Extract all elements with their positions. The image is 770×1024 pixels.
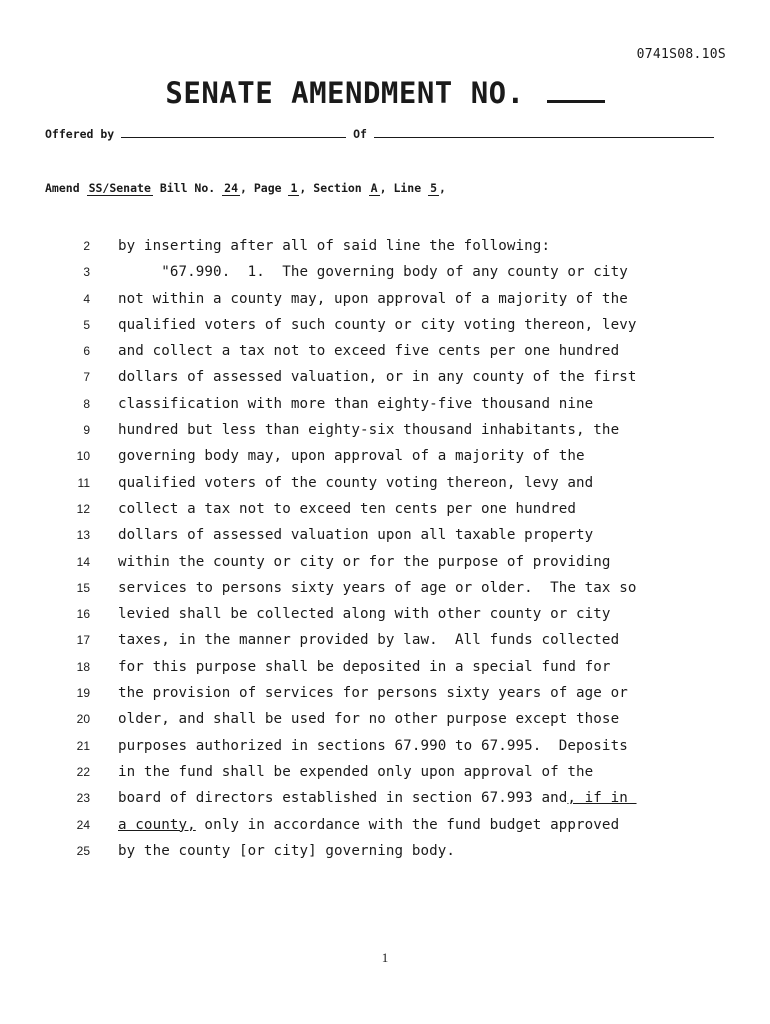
section-value: A	[370, 181, 378, 195]
offered-by-row	[45, 125, 714, 141]
body-line	[0, 838, 770, 864]
body-line	[0, 522, 770, 548]
line-text	[118, 601, 611, 627]
body-line	[0, 470, 770, 496]
line-text	[118, 785, 637, 811]
line-number: 16	[76, 607, 90, 622]
page-value: 1	[290, 181, 298, 195]
body-line	[0, 785, 770, 811]
line-text-main: qualified voters of the county voting thereon, levy and	[118, 474, 594, 491]
bill-no-label: Bill No.	[159, 181, 216, 195]
line-label: , Line	[379, 181, 422, 195]
line-text	[118, 812, 619, 838]
amendment-body	[0, 233, 770, 864]
body-line	[0, 627, 770, 653]
line-number: 23	[76, 791, 90, 806]
body-line	[0, 654, 770, 680]
line-text	[118, 522, 593, 548]
line-number: 17	[76, 633, 90, 648]
line-text-main: collect a tax not to exceed ten cents per one hundred	[118, 500, 577, 517]
line-text	[118, 549, 611, 575]
line-number: 18	[76, 659, 90, 674]
line-number: 10	[76, 449, 90, 464]
line-number: 12	[76, 501, 90, 516]
line-text	[118, 233, 550, 259]
line-text-main: the provision of services for persons sixty years of age or	[118, 685, 628, 702]
line-number: 8	[83, 396, 90, 411]
line-number: 3	[83, 265, 90, 280]
line-number: 11	[77, 475, 90, 490]
line-text	[118, 259, 628, 285]
body-line	[0, 364, 770, 390]
line-text-after: only in accordance with the fund budget approved	[195, 816, 620, 833]
line-text	[118, 496, 576, 522]
line-text	[118, 417, 619, 443]
line-text-main: in the fund shall be expended only upon approval of the	[118, 763, 594, 780]
line-text-main: services to persons sixty years of age or older. The tax so	[118, 579, 637, 596]
line-text	[118, 312, 637, 338]
body-line	[0, 391, 770, 417]
line-text-main: taxes, in the manner provided by law. All funds collected	[118, 632, 620, 649]
line-text-main: within the county or city or for the purpose of providing	[118, 553, 611, 570]
body-line	[0, 443, 770, 469]
line-text	[118, 706, 619, 732]
line-text-main: by inserting after all of said line the following:	[118, 238, 551, 254]
body-line	[0, 601, 770, 627]
amend-clause	[45, 181, 446, 195]
line-text	[118, 838, 455, 864]
body-line	[0, 549, 770, 575]
line-number: 25	[76, 843, 90, 858]
line-text-main: purposes authorized in sections 67.990 to 67.995. Deposits	[118, 737, 628, 754]
page-number: 1	[381, 950, 389, 965]
body-line	[0, 706, 770, 732]
document-id: 0741S08.10S	[636, 47, 726, 62]
line-number: 5	[83, 317, 90, 332]
line-number: 22	[76, 764, 90, 779]
inserted-text: a county,	[118, 816, 196, 833]
page-title	[0, 76, 770, 110]
line-number: 24	[76, 817, 90, 832]
line-text-main: not within a county may, upon approval of a majority of the	[118, 290, 628, 307]
line-number: 7	[83, 370, 90, 385]
body-line	[0, 417, 770, 443]
line-text-main: dollars of assessed valuation, or in any county of the first	[118, 369, 637, 386]
body-line	[0, 496, 770, 522]
line-text	[118, 364, 637, 390]
amend-end: ,	[439, 181, 446, 195]
body-line	[0, 312, 770, 338]
line-text-main: and collect a tax not to exceed five cents per one hundred	[118, 343, 620, 360]
line-number: 6	[83, 344, 90, 359]
body-line	[0, 575, 770, 601]
line-text-main: dollars of assessed valuation upon all taxable property	[118, 527, 594, 544]
line-text-main: classification with more than eighty-five thousand nine	[118, 395, 594, 412]
section-label: , Section	[299, 181, 362, 195]
bill-type: SS/Senate	[88, 181, 151, 195]
line-text	[118, 575, 637, 601]
line-number: 20	[76, 712, 90, 727]
offered-by-label: Offered by	[45, 127, 115, 141]
line-text	[118, 470, 593, 496]
line-number: 9	[83, 423, 90, 438]
line-text-main: levied shall be collected along with other county or city	[118, 606, 611, 623]
body-line	[0, 286, 770, 312]
line-text-main: board of directors established in section 67.993 and	[118, 790, 568, 807]
body-line	[0, 680, 770, 706]
line-text	[118, 443, 585, 469]
line-value: 5	[430, 181, 438, 195]
line-number: 14	[76, 554, 90, 569]
line-text-main: hundred but less than eighty-six thousand inhabitants, the	[118, 422, 620, 439]
line-text-main: for this purpose shall be deposited in a special fund for	[118, 658, 611, 675]
line-text-main: by the county [or city] governing body.	[118, 842, 456, 859]
bill-no: 24	[224, 181, 238, 195]
line-number: 4	[83, 291, 90, 306]
line-text	[118, 391, 593, 417]
offered-by-blank	[121, 125, 346, 138]
inserted-text: , if in	[567, 790, 637, 807]
body-line	[0, 759, 770, 785]
line-text	[118, 759, 593, 785]
line-text	[118, 680, 628, 706]
title-text: SENATE AMENDMENT NO.	[165, 76, 525, 110]
line-number: 13	[76, 528, 90, 543]
line-text-main: qualified voters of such county or city voting thereon, levy	[118, 316, 637, 333]
line-number: 2	[83, 239, 90, 253]
of-label: Of	[353, 127, 367, 141]
amend-label: Amend	[45, 181, 80, 195]
body-line	[0, 733, 770, 759]
of-blank	[374, 125, 714, 138]
line-text	[118, 286, 628, 312]
line-text	[118, 654, 611, 680]
line-number: 21	[76, 738, 90, 753]
page-label: , Page	[240, 181, 282, 195]
body-line	[0, 259, 770, 285]
line-text	[118, 627, 619, 653]
line-text-main: "67.990. 1. The governing body of any county or city	[118, 264, 628, 281]
line-text-main: governing body may, upon approval of a majority of the	[118, 448, 585, 465]
amendment-number-blank	[547, 76, 605, 103]
line-number: 19	[76, 686, 90, 701]
line-text	[118, 733, 628, 759]
line-text	[118, 338, 619, 364]
body-line	[0, 233, 770, 259]
body-line	[0, 338, 770, 364]
line-number: 15	[76, 580, 90, 595]
body-line	[0, 812, 770, 838]
line-text-main: older, and shall be used for no other purpose except those	[118, 711, 620, 728]
